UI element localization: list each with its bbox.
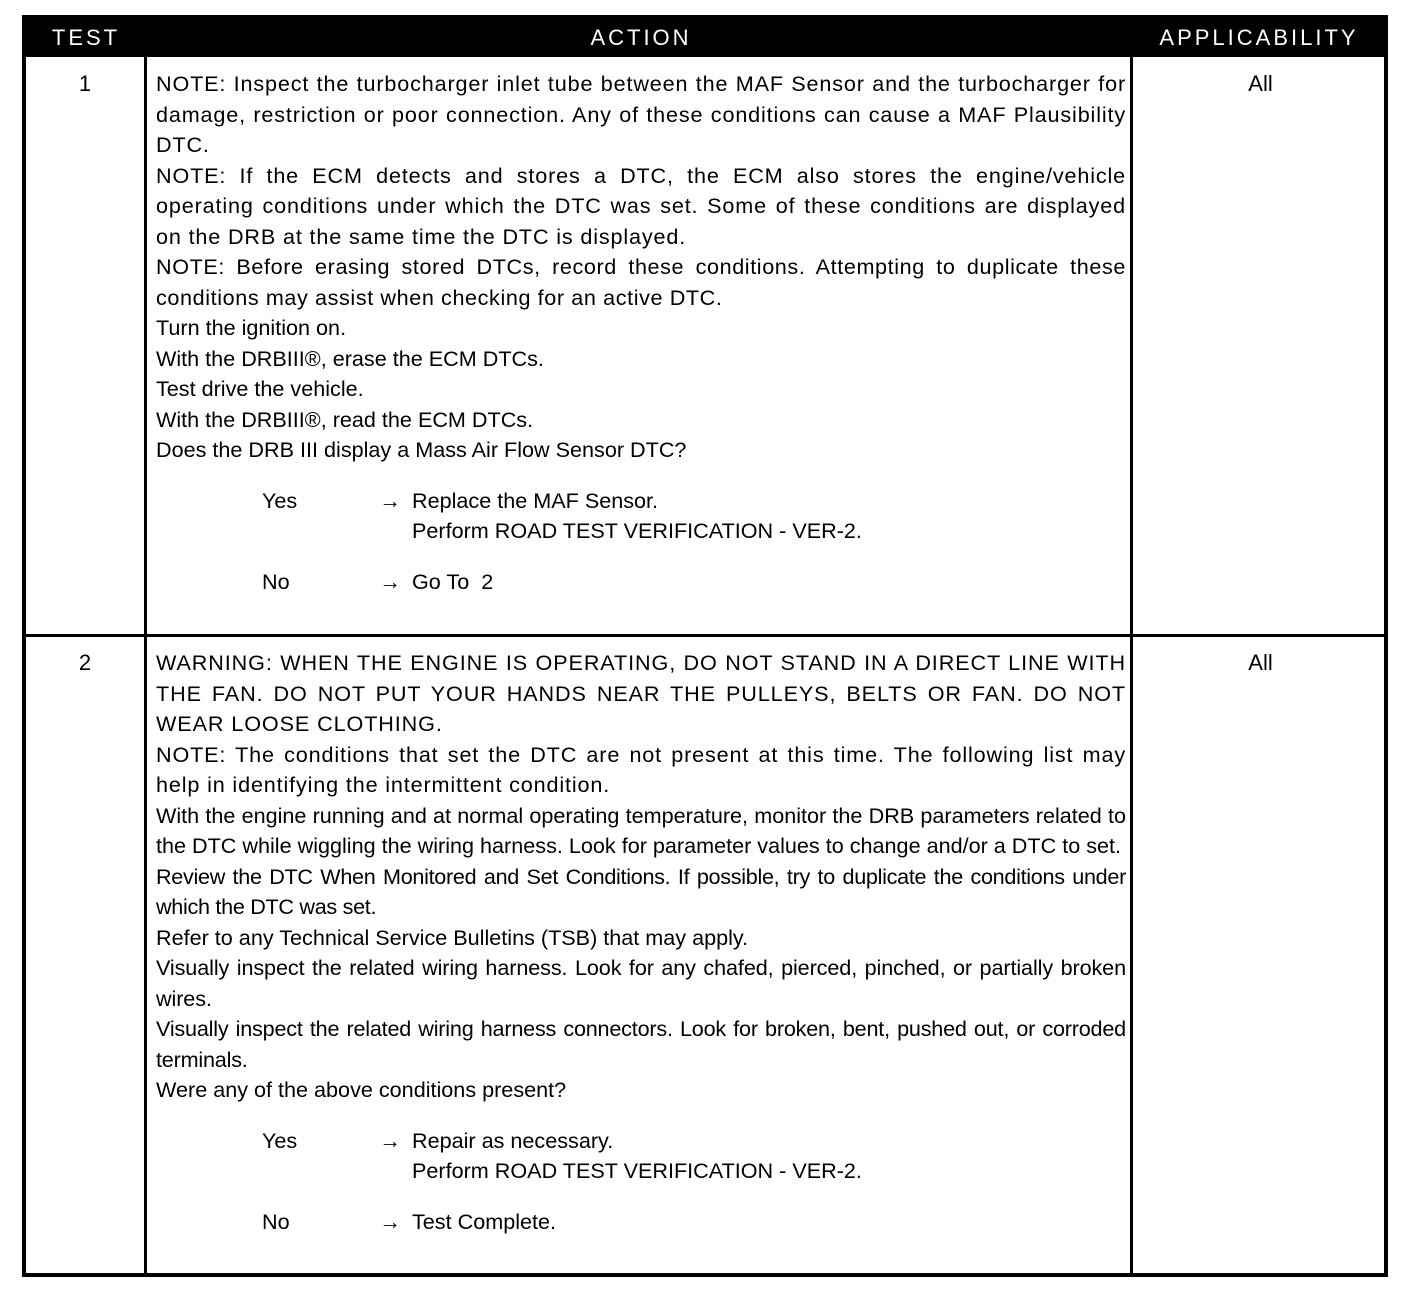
action-line: Visually inspect the related wiring harness. Look for any chafed, pierced, pinched, or partially broken wires. (156, 955, 1126, 1011)
action-cell (156, 648, 1126, 1237)
no-text (412, 567, 1126, 598)
no-label: No (262, 568, 290, 594)
action-line: NOTE: If the ECM detects and stores a DTC, the ECM also stores the engine/vehicle operating conditions under which the DTC was set. Some of these conditions are displayed on the DRB at the same time the DTC is displayed. (156, 162, 1126, 249)
answer-line: Go To 2 (412, 568, 494, 594)
action-cell (156, 69, 1126, 597)
test-number: 2 (78, 650, 92, 675)
diagnostic-table (22, 15, 1388, 1277)
no-text (412, 1207, 1126, 1238)
action-line: Review the DTC When Monitored and Set Conditions. If possible, try to duplicate the conditions under which the DTC was set. (156, 863, 1126, 919)
arrow-right-icon: → (379, 487, 401, 513)
action-line: With the DRBIII®, erase the ECM DTCs. (156, 345, 544, 371)
action-line: Refer to any Technical Service Bulletins (TSB) that may apply. (156, 924, 749, 950)
answer-line: Perform ROAD TEST VERIFICATION - VER-2. (412, 1158, 862, 1183)
answer-line: Repair as necessary. (412, 1127, 614, 1153)
action-line: Test drive the vehicle. (156, 376, 364, 401)
arrow-right-icon: → (379, 568, 401, 594)
header-applicability: APPLICABILITY (1159, 25, 1359, 50)
action-line: Visually inspect the related wiring harness connectors. Look for broken, bent, pushed out, or corroded terminals. (156, 1016, 1126, 1072)
no-label: No (262, 1208, 290, 1234)
yes-label: Yes (262, 1127, 298, 1153)
action-line: NOTE: Before erasing stored DTCs, record these conditions. Attempting to duplicate these conditions may assist when checking for an active DTC. (156, 254, 1126, 310)
answers (156, 1126, 1126, 1238)
applicability-value: All (1248, 650, 1273, 675)
action-line: NOTE: The conditions that set the DTC are not present at this time. The following list may help in identifying the intermittent condition. (156, 741, 1126, 797)
table-header (26, 19, 1384, 57)
yes-text (412, 1126, 1126, 1187)
header-test: TEST (51, 25, 121, 50)
action-line: Were any of the above conditions present? (156, 1077, 567, 1102)
action-line: With the engine running and at normal operating temperature, monitor the DRB parameters related to the DTC while wiggling the wiring harness. Look for parameter values to change and/or a DTC to set. (156, 802, 1126, 858)
applicability-value: All (1248, 71, 1273, 96)
answer-line: Test Complete. (412, 1208, 557, 1234)
action-line: Does the DRB III display a Mass Air Flow Sensor DTC? (156, 437, 687, 462)
yes-text (412, 486, 1126, 547)
answer-line: Perform ROAD TEST VERIFICATION - VER-2. (412, 518, 862, 543)
header-action: ACTION (590, 25, 692, 50)
yes-answer (156, 1126, 1126, 1187)
no-answer (156, 1207, 1126, 1238)
test-number: 1 (78, 71, 92, 96)
arrow-right-icon: → (379, 1208, 401, 1234)
action-line: Turn the ignition on. (156, 315, 347, 340)
row-divider (26, 634, 1384, 637)
yes-label: Yes (262, 487, 298, 513)
yes-answer (156, 486, 1126, 547)
action-line: With the DRBIII®, read the ECM DTCs. (156, 406, 534, 432)
answers (156, 486, 1126, 598)
arrow-right-icon: → (379, 1127, 401, 1153)
no-answer (156, 567, 1126, 598)
column-divider (144, 57, 147, 1273)
answer-line: Replace the MAF Sensor. (412, 487, 659, 513)
action-line: NOTE: Inspect the turbocharger inlet tube between the MAF Sensor and the turbocharger for damage, restriction or poor connection. Any of these conditions can cause a MAF Plausibility DTC. (156, 71, 1126, 157)
action-line: WARNING: WHEN THE ENGINE IS OPERATING, DO NOT STAND IN A DIRECT LINE WITH THE FAN. DO NOT PUT YOUR HANDS NEAR THE PULLEYS, BELTS OR FAN. DO NOT WEAR LOOSE CLOTHING. (156, 650, 1126, 736)
